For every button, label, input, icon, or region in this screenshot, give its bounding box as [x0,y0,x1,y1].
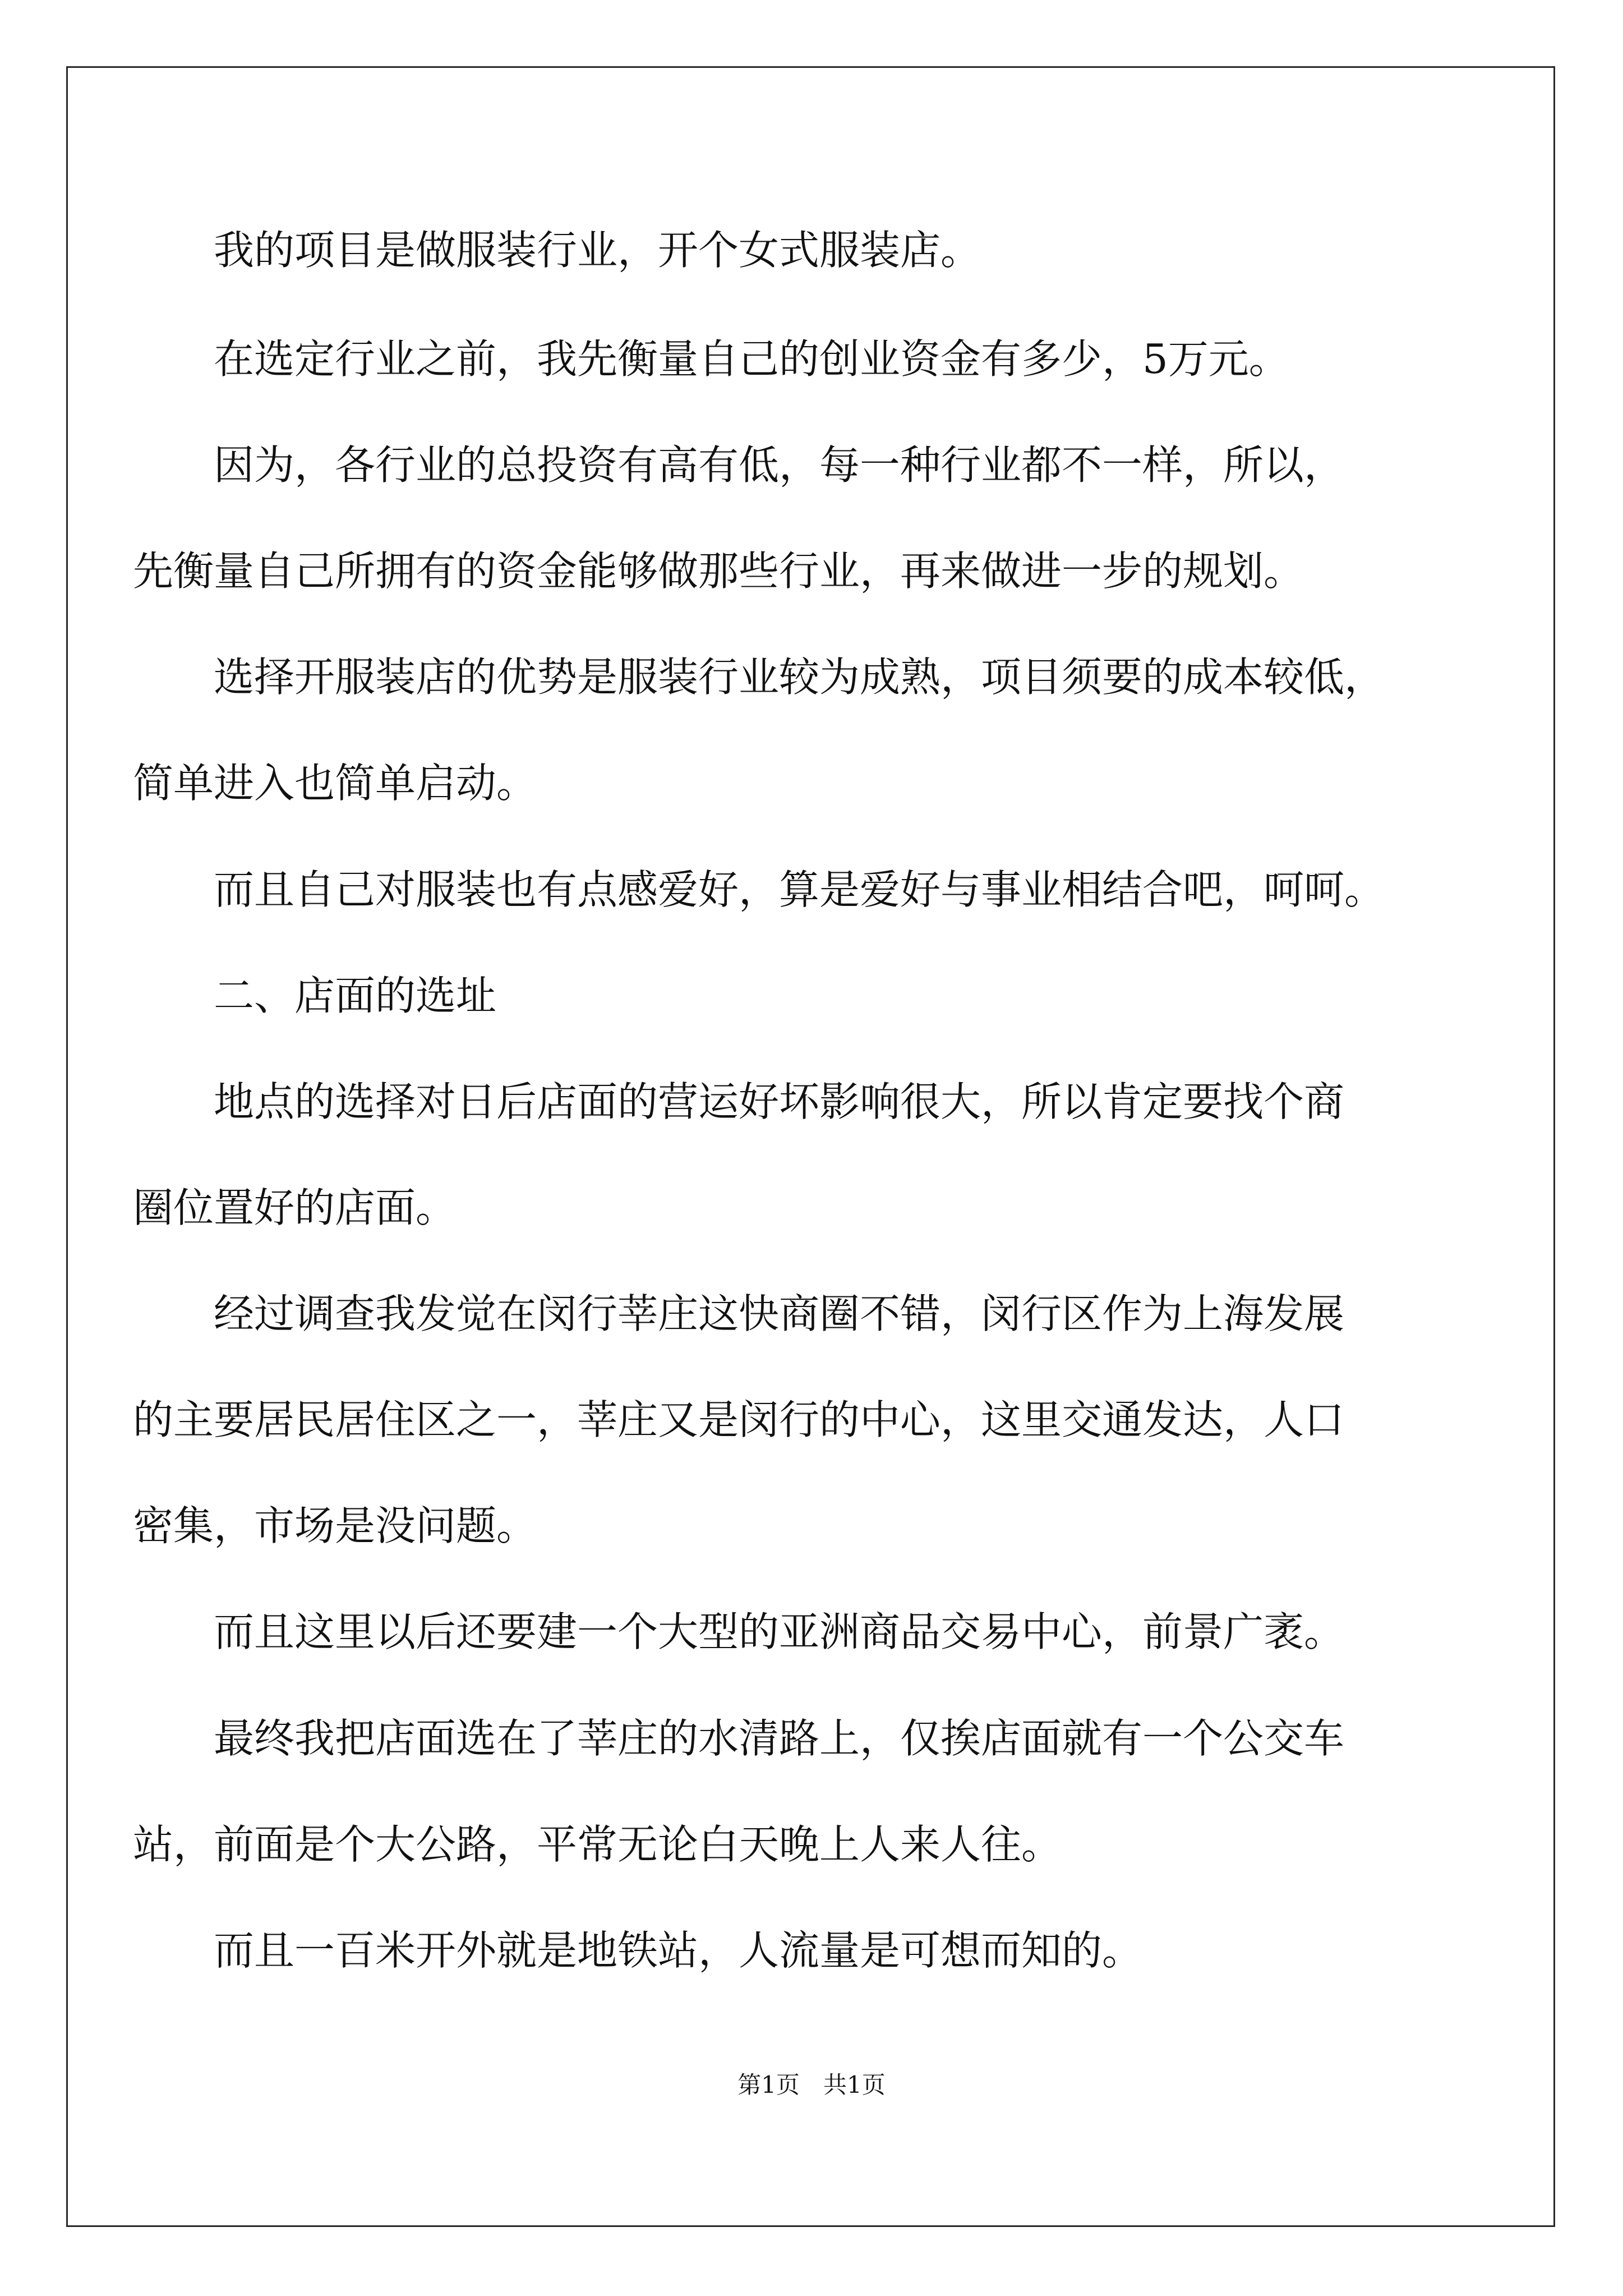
text-line: 而且这里以后还要建一个大型的亚洲商品交易中心，前景广袤。 [133,1608,1345,1655]
page-number: 第1页 共1页 [737,2071,886,2099]
text-line: 最终我把店面选在了莘庄的水清路上，仅挨店面就有一个公交车 [133,1715,1345,1762]
text-line: 而且一百米开外就是地铁站，人流量是可想而知的。 [133,1927,1143,1974]
text-line: 地点的选择对日后店面的营运好坏影响很大，所以肯定要找个商 [133,1078,1345,1125]
text-line: 简单进入也简单启动。 [133,760,537,807]
text-line: 密集，市场是没问题。 [133,1502,537,1549]
text-line: 站，前面是个大公路，平常无论白天晚上人来人往。 [133,1821,1062,1868]
section-heading: 二、店面的选址 [133,972,497,1019]
text-line: 先衡量自己所拥有的资金能够做那些行业，再来做进一步的规划。 [133,547,1304,595]
text-line: 因为，各行业的总投资有高有低，每一种行业都不一样，所以， [133,441,1345,489]
text-line: 选择开服装店的优势是服装行业较为成熟，项目须要的成本较低， [133,654,1385,701]
text-line: 的主要居民居住区之一，莘庄又是闵行的中心，这里交通发达，人口 [133,1396,1345,1443]
page-border [66,66,1555,2227]
text-line: 经过调查我发觉在闵行莘庄这快商圈不错，闵行区作为上海发展 [133,1290,1345,1337]
text-line: 而且自己对服装也有点感爱好，算是爱好与事业相结合吧，呵呵。 [133,866,1385,913]
text-line: 圈位置好的店面。 [133,1184,457,1231]
text-line: 我的项目是做服装行业，开个女式服装店。 [133,227,981,274]
text-line: 在选定行业之前，我先衡量自己的创业资金有多少，5万元。 [133,335,1289,383]
